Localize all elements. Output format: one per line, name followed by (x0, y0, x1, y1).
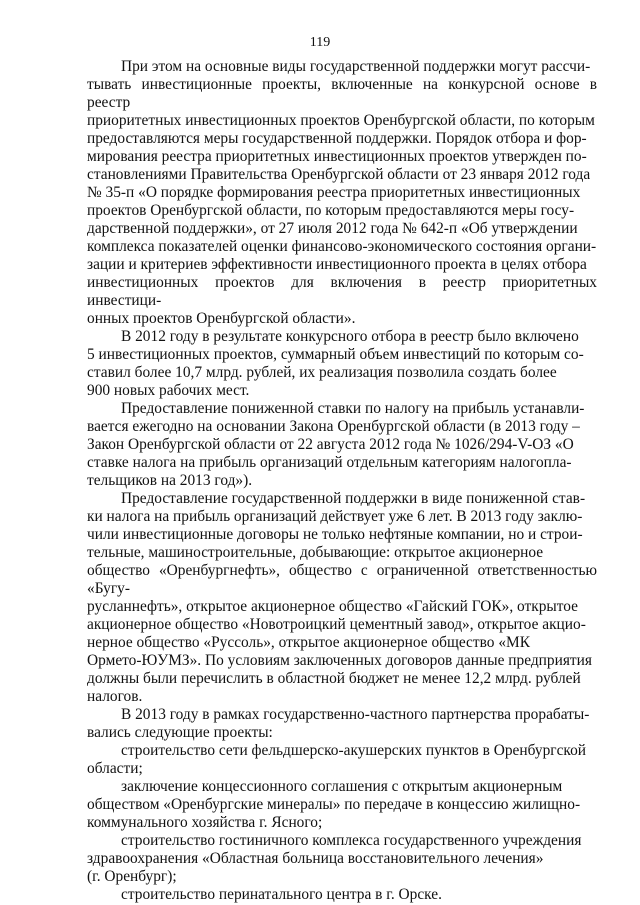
text-line: вается ежегодно на основании Закона Оренбургской области (в 2013 году – (87, 418, 580, 435)
text-line: заключение концессионного соглашения с открытым акционерным (121, 778, 563, 795)
text-line: № 35-п «О порядке формирования реестра приоритетных инвестиционных (87, 184, 581, 201)
text-line: 5 инвестиционных проектов, суммарный объем инвестиций по которым со- (87, 346, 584, 363)
paragraph-investment-agreements (87, 490, 597, 706)
document-body (87, 58, 597, 904)
text-line: чили инвестиционные договоры не только нефтяные компании, но и строи- (87, 526, 583, 543)
text-line: нерное общество «Руссоль», открытое акционерное общество «МК (87, 634, 530, 651)
paragraph-ppp-item-concession (87, 778, 597, 832)
text-line: ставке налога на прибыль организаций отдельным категориям налогопла- (87, 454, 572, 471)
text-line: 900 новых рабочих мест. (87, 382, 250, 399)
text-line: (г. Оренбург); (87, 868, 177, 885)
text-line: здравоохранения «Областная больница восстановительного лечения» (87, 850, 544, 867)
paragraph-registry (87, 58, 597, 328)
text-line: комплекса показателей оценки финансово-экономического состояния органи- (87, 238, 597, 255)
paragraph-reduced-tax-rate (87, 400, 597, 490)
text-line: общество «Оренбургнефть», общество с ограниченной ответственностью «Бугу- (87, 562, 597, 597)
text-line: налогов. (87, 688, 143, 705)
text-line: дарственной поддержки», от 27 июля 2012 года № 642-п «Об утверждении (87, 220, 578, 237)
text-line: В 2013 году в рамках государственно-частного партнерства прорабаты- (121, 706, 590, 723)
text-line: русланнефть», открытое акционерное общество «Гайский ГОК», открытое (87, 598, 578, 615)
text-line: зации и критериев эффективности инвестиционного проекта в целях отбора (87, 256, 587, 273)
text-line: тывать инвестиционные проекты, включенные на конкурсной основе в реестр (87, 76, 597, 111)
text-line: ки налога на прибыль организаций действует уже 6 лет. В 2013 году заклю- (87, 508, 583, 525)
text-line: Предоставление государственной поддержки в виде пониженной став- (121, 490, 586, 507)
text-line: проектов Оренбургской области, по которым предоставляются меры госу- (87, 202, 575, 219)
text-line: акционерное общество «Новотроицкий цементный завод», открытое акцио- (87, 616, 586, 633)
text-line: тельные, машиностроительные, добывающие: открытое акционерное (87, 544, 544, 561)
text-line: В 2012 году в результате конкурсного отбора в реестр было включено (121, 328, 579, 345)
text-line: предоставляются меры государственной поддержки. Порядок отбора и фор- (87, 130, 587, 147)
text-line: коммунального хозяйства г. Ясного; (87, 814, 323, 831)
page-number: 119 (309, 35, 331, 50)
text-line: приоритетных инвестиционных проектов Оренбургской области, по которым (87, 112, 595, 129)
text-line: становлениями Правительства Оренбургской области от 23 января 2012 года (87, 166, 591, 183)
paragraph-ppp-item-hotel (87, 832, 597, 886)
text-line: вались следующие проекты: (87, 724, 273, 741)
text-line: мирования реестра приоритетных инвестиционных проектов утвержден по- (87, 148, 587, 165)
text-line: онных проектов Оренбургской области». (87, 310, 356, 327)
text-line: строительство сети фельдшерско-акушерских пунктов в Оренбургской (121, 742, 587, 759)
text-line: ставил более 10,7 млрд. рублей, их реализация позволила создать более (87, 364, 557, 381)
text-line: строительство перинатального центра в г. Орске. (121, 886, 442, 903)
paragraph-ppp-item-perinatal (87, 886, 597, 904)
text-line: инвестиционных проектов для включения в реестр приоритетных инвестици- (87, 274, 597, 309)
paragraph-ppp-intro (87, 706, 597, 742)
text-line: строительство гостиничного комплекса государственного учреждения (121, 832, 582, 849)
text-line: Ормето-ЮУМЗ». По условиям заключенных договоров данные предприятия (87, 652, 592, 669)
text-line: Закон Оренбургской области от 22 августа 2012 года № 1026/294-V-ОЗ «О (87, 436, 574, 453)
text-line: Предоставление пониженной ставки по налогу на прибыль устанавли- (121, 400, 585, 417)
text-line: тельщиков на 2013 год»). (87, 472, 253, 489)
paragraph-ppp-item-feldsher (87, 742, 597, 778)
text-line: При этом на основные виды государственной поддержки могут рассчи- (121, 58, 591, 75)
text-line: должны были перечислить в областной бюджет не менее 12,2 млрд. рублей (87, 670, 581, 687)
text-line: области; (87, 760, 143, 777)
paragraph-2012-results (87, 328, 597, 400)
text-line: обществом «Оренбургские минералы» по передаче в концессию жилищно- (87, 796, 581, 813)
